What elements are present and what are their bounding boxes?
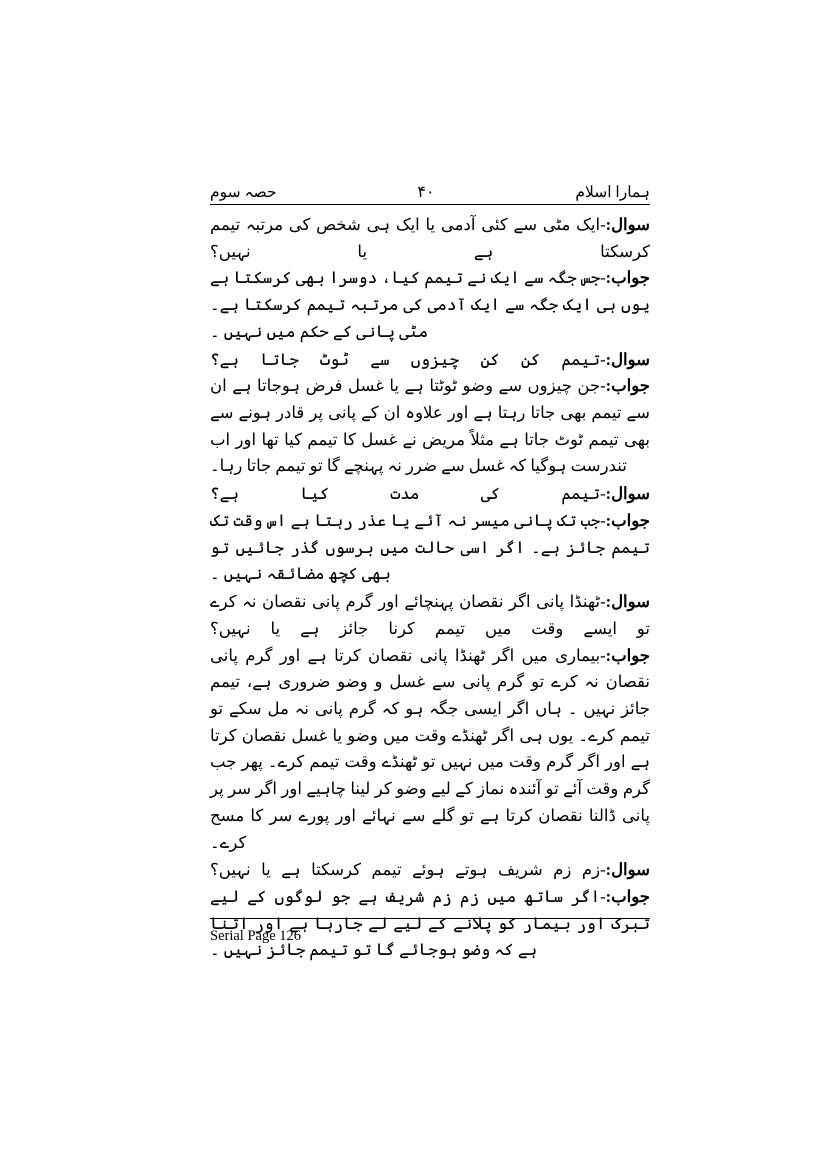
- qa-block: [210, 857, 650, 964]
- question-text: -ایک مٹی سے کئی آدمی یا ایک ہی شخص کی مرتبہ تیمم کرسکتا ہے یا نہیں؟: [210, 215, 650, 261]
- question-line: [210, 347, 650, 374]
- answer-label: جواب:: [605, 376, 650, 396]
- answer-text: -جن چیزوں سے وضو ٹوٹتا ہے یا غسل فرض ہوجاتا ہے ان سے تیمم بھی جاتا رہتا ہے اور علاوہ ان کے پانی پر قادر ہونے سے بھی تیمم ٹوٹ جاتا ہے مثلاً مریض نے غسل کا تیمم کیا تھا اور اب تندرست ہوگیا کہ غسل سے ضرر نہ پہنچے گا تو تیمم جاتا رہا۔: [210, 376, 650, 476]
- qa-block: [210, 589, 650, 856]
- body-text: [210, 212, 650, 964]
- question-label: سوال:: [605, 215, 650, 234]
- header-page-number: ۴۰: [417, 184, 435, 201]
- header-book-title: ہمارا اسلام: [575, 184, 650, 201]
- answer-label: جواب:: [605, 268, 650, 288]
- question-line: [210, 589, 650, 642]
- question-text: -ٹھنڈا پانی اگر نقصان پہنچائے اور گرم پانی نقصان نہ کرے تو ایسے وقت میں تیمم کرنا جائز ہے یا نہیں؟: [210, 592, 650, 638]
- running-header: [210, 182, 650, 205]
- page-footer: [210, 918, 650, 945]
- question-line: [210, 481, 650, 508]
- question-label: سوال:: [605, 860, 650, 880]
- question-text: -زم زم شریف ہوتے ہوئے تیمم کرسکتا ہے یا نہیں؟: [210, 860, 606, 880]
- question-line: [210, 857, 650, 884]
- answer-text: -اگر ساتھ میں زم زم شریف ہے جو لوگوں کے لیے تبرک اور بیمار کو پلانے کے لیے لے جارہا ہے اور اتنا ہے کہ وضو ہوجائے گا تو تیمم جائز نہیں ۔: [210, 886, 650, 960]
- answer-label: جواب:: [605, 886, 650, 906]
- header-section-title: حصہ سوم: [210, 184, 277, 201]
- answer-line: [210, 643, 650, 857]
- answer-line: [210, 508, 650, 588]
- question-line: [210, 212, 650, 265]
- answer-text: -جب تک پانی میسر نہ آئے یا عذر رہتا ہے اس وقت تک تیمم جائز ہے۔ اگر اسی حالت میں برسوں گذر جائیں تو بھی کچھ مضائقہ نہیں ۔: [210, 510, 650, 584]
- question-label: سوال:: [605, 592, 650, 612]
- footer-divider: [210, 918, 650, 919]
- answer-label: جواب:: [605, 645, 650, 665]
- qa-block: [210, 481, 650, 588]
- question-text: -تیمم کی مدت کیا ہے؟: [210, 484, 606, 504]
- qa-block: [210, 212, 650, 346]
- question-label: سوال:: [605, 349, 650, 369]
- qa-block: [210, 347, 650, 481]
- answer-text: -بیماری میں اگر ٹھنڈا پانی نقصان کرتا ہے اور گرم پانی نقصان نہ کرے تو گرم پانی سے غسل و وضو ضروری ہے، تیمم جائز نہیں ۔ ہاں اگر ایسی جگہ ہو کہ گرم پانی نہ مل سکے تو تیمم کرے۔ یوں ہی اگر ٹھنڈے وقت میں وضو یا غسل نقصان کرتا ہے اور اگر گرم وقت میں نہیں تو ٹھنڈے وقت تیمم کرے۔ پھر جب گرم وقت آئے تو آئندہ نماز کے لیے وضو کر لینا چاہیے اور اگر سر پر پانی ڈالنا نقصان کرتا ہے تو گلے سے نہائے اور پورے سر کا مسح کرے۔: [210, 645, 650, 852]
- answer-text: -جس جگہ سے ایک نے تیمم کیا، دوسرا بھی کرسکتا ہے یوں ہی ایک جگہ سے ایک آدمی کی مرتبہ تیمم کرسکتا ہے۔ مٹی پانی کے حکم میں نہیں ۔: [210, 268, 650, 341]
- serial-page-label: Serial Page 126: [210, 928, 302, 944]
- answer-label: جواب:: [605, 510, 650, 530]
- answer-line: [210, 373, 650, 480]
- question-label: سوال:: [605, 484, 650, 504]
- question-text: -تیمم کن کن چیزوں سے ٹوٹ جاتا ہے؟: [210, 349, 606, 369]
- answer-line: [210, 265, 650, 345]
- page-content: [210, 182, 650, 965]
